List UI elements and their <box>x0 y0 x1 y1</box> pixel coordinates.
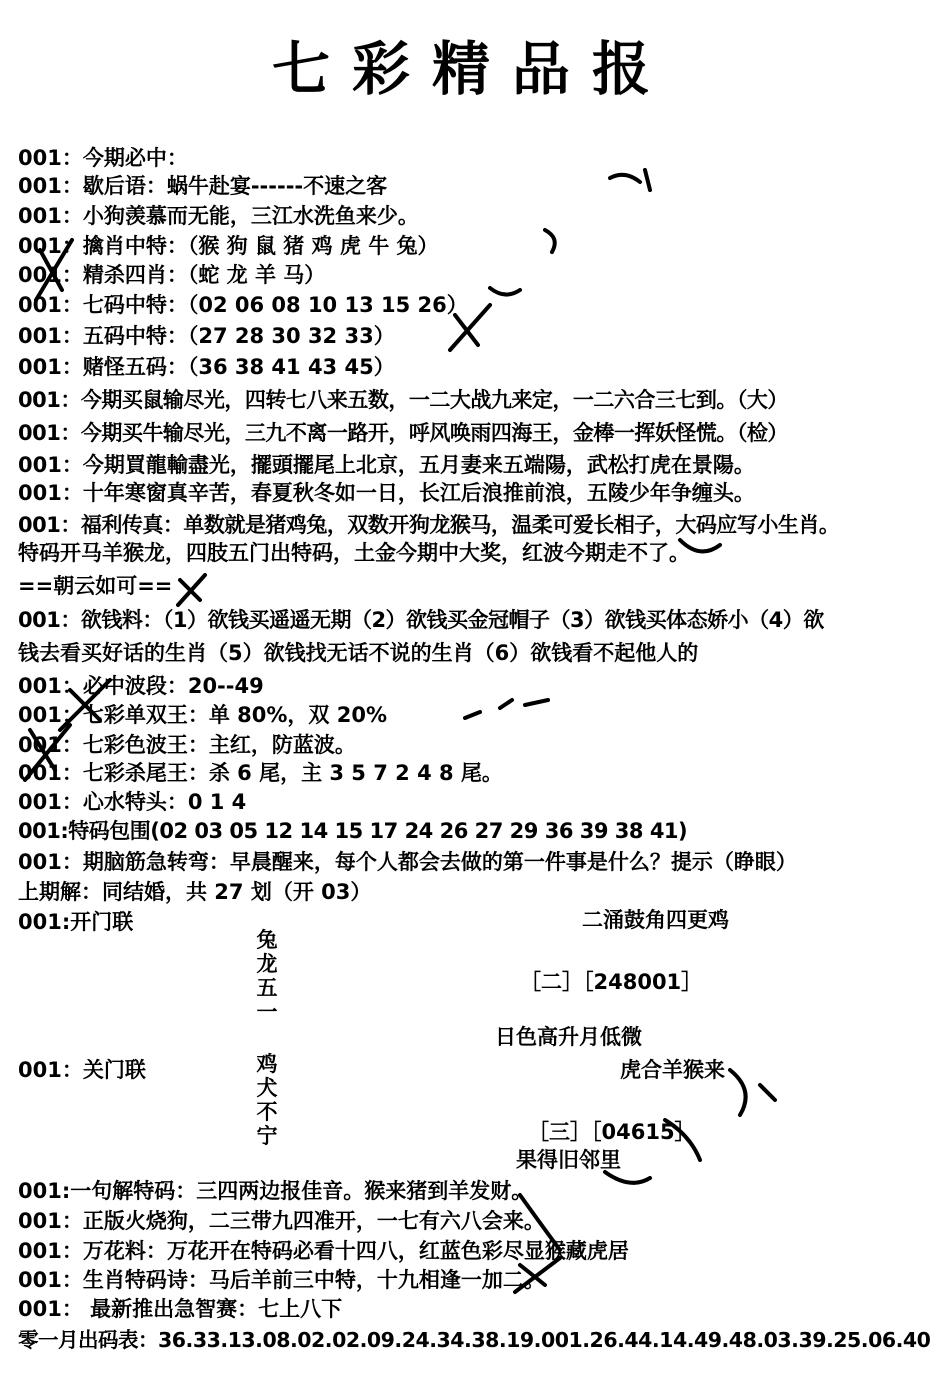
text-line: 钱去看买好话的生肖（5）欲钱找无话不说的生肖（6）欲钱看不起他人的 <box>18 641 699 665</box>
text-line: 001：今期买鼠输尽光，四转七八来五数，一二大战九来定，一二六合三七到。（大） <box>18 388 788 412</box>
text-line: 001：十年寒窗真辛苦，春夏秋冬如一日，长江后浪推前浪，五陵少年争缠头。 <box>18 481 755 505</box>
riddle2-extra: 虎合羊猴来 <box>620 1058 725 1082</box>
open-couplet-vertical: 兔龙五一 <box>256 928 278 1024</box>
riddle1-clue: 二涌鼓角四更鸡 <box>582 908 729 932</box>
text-line: 001：歇后语：蜗牛赴宴------不速之客 <box>18 174 388 198</box>
text-line: 001：赌怪五码：（36 38 41 43 45） <box>18 355 395 379</box>
text-line: 001：七彩单双王：单 80%，双 20% <box>18 703 387 727</box>
close-couplet-vertical: 鸡犬不宁 <box>256 1052 278 1148</box>
text-line: 001:开门联 <box>18 910 134 934</box>
text-line: 001：七码中特：（02 06 08 10 13 15 26） <box>18 293 468 317</box>
riddle1-answer: ［二］［248001］ <box>520 970 703 994</box>
text-line: 001：心水特头：0 1 4 <box>18 790 247 814</box>
riddle2-answer: ［三］［04615］ <box>528 1120 696 1144</box>
riddle2-clue: 日色高升月低微 <box>495 1025 642 1049</box>
text-line: 001： 最新推出急智赛：七上八下 <box>18 1297 343 1321</box>
text-line: 001：生肖特码诗：马后羊前三中特，十九相逢一加二。 <box>18 1268 545 1292</box>
text-line: 001：必中波段：20--49 <box>18 674 264 698</box>
text-line: 001：精杀四肖：（蛇 龙 羊 马） <box>18 263 326 287</box>
text-line: 001：今期买牛输尽光，三九不离一路开，呼风唤雨四海王，金棒一挥妖怪慌。（检） <box>18 421 788 445</box>
text-line: 001：福利传真：单数就是猪鸡兔，双数开狗龙猴马，温柔可爱长相子，大码应写小生肖。 <box>18 513 840 537</box>
text-line: 001：今期必中： <box>18 146 188 170</box>
text-line: 001：万花料：万花开在特码必看十四八，红蓝色彩尽显猴藏虎居 <box>18 1239 629 1263</box>
text-line: ==朝云如可== <box>18 574 173 598</box>
text-line: 001：小狗羡慕而无能，三江水洗鱼来少。 <box>18 204 419 228</box>
text-line: 001:特码包围(02 03 05 12 14 15 17 24 26 27 29 36 39 38 41) <box>18 819 688 843</box>
text-line: 001：今期買龍輸盡光，擺頭擺尾上北京，五月妻来五端陽，武松打虎在景陽。 <box>18 453 755 477</box>
text-line: 001：欲钱料：（1）欲钱买遥遥无期（2）欲钱买金冠帽子（3）欲钱买体态娇小（4）欲 <box>18 608 824 632</box>
text-line: 001：正版火烧狗，二三带九四准开，一七有六八会来。 <box>18 1209 545 1233</box>
text-line: 上期解：同结婚，共 27 划（开 03） <box>18 880 372 904</box>
text-line: 001：关门联 <box>18 1058 146 1082</box>
text-line: 001：七彩杀尾王：杀 6 尾，主 3 5 7 2 4 8 尾。 <box>18 761 503 785</box>
page-title: 七彩精品报 <box>271 35 672 103</box>
text-line: 001:一句解特码：三四两边报佳音。猴来猪到羊发财。 <box>18 1179 533 1203</box>
text-line: 特码开马羊猴龙，四肢五门出特码，土金今期中大奖，红波今期走不了。 <box>18 541 690 565</box>
text-line: 001：期脑筋急转弯：早晨醒来，每个人都会去做的第一件事是什么？提示（睁眼） <box>18 850 797 874</box>
text-line: 001：擒肖中特：（猴 狗 鼠 猪 鸡 虎 牛 兔） <box>18 234 439 258</box>
text-line: 零一月出码表：36.33.13.08.02.02.09.24.34.38.19.001.26.44.14.49.48.03.39.25.06.40 <box>18 1328 931 1352</box>
text-line: 001：五码中特：（27 28 30 32 33） <box>18 324 395 348</box>
text-line: 001：七彩色波王：主红，防蓝波。 <box>18 733 356 757</box>
riddle2-after: 果得旧邻里 <box>516 1148 621 1172</box>
